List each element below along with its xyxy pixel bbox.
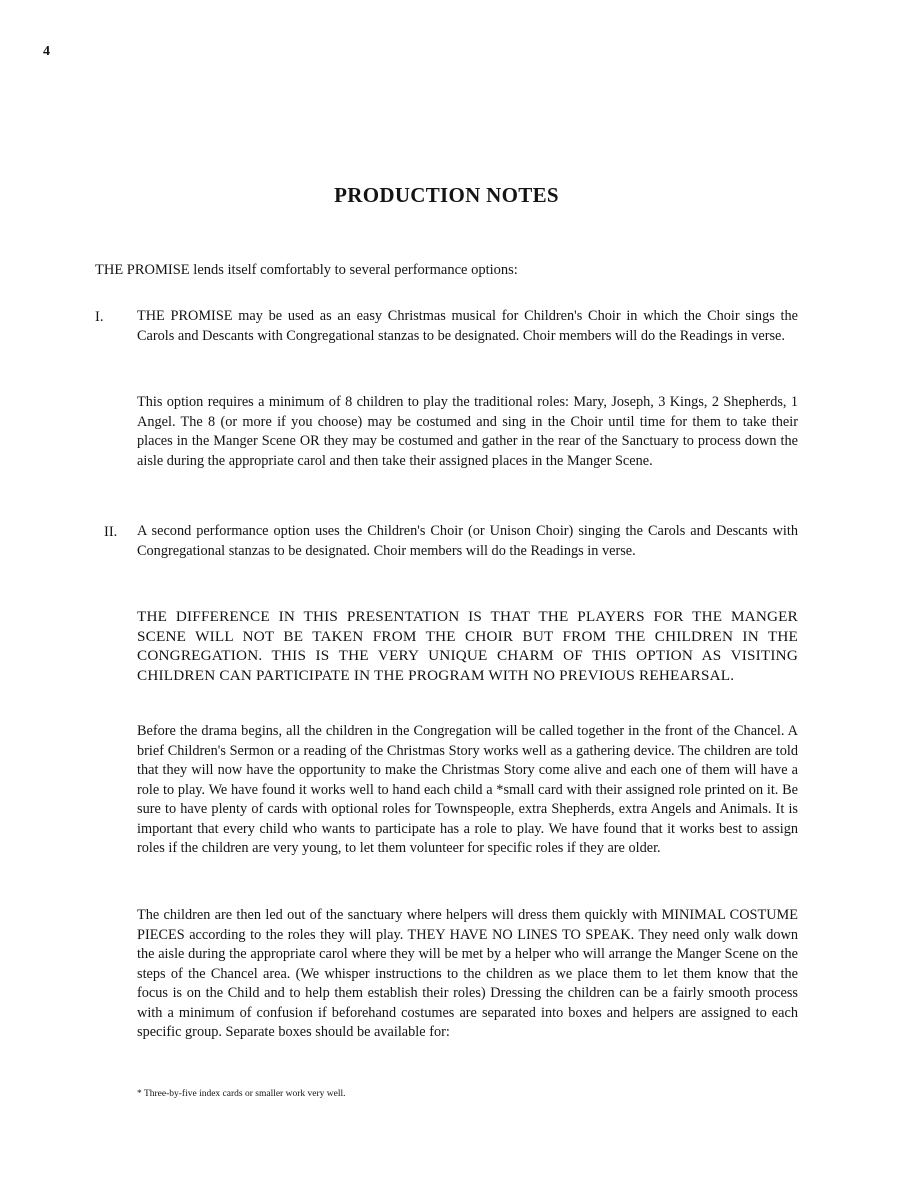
option-1-detail: This option requires a minimum of 8 children to play the traditional roles: Mary, Joseph, 3 Kings, 2 Shepherds, 1 Angel. The 8 (or more if you choose) may be costumed and sing in the Choir until time for them to take their places in the Manger Scene OR they may be costumed and gather in the rear of the Sanctuary to process down the aisle during the appropriate carol and then take their assigned places in the Manger Scene. (137, 394, 798, 469)
option-1-marker: I. (95, 309, 104, 325)
option-2-text: A second performance option uses the Children's Choir (or Unison Choir) singing the Carols and Descants with Congregational stanzas to be designated. Choir members will do the Readings in verse. (137, 523, 798, 559)
intro-paragraph: THE PROMISE lends itself comfortably to several performance options: (95, 262, 518, 278)
option-2-emphasis: THE DIFFERENCE IN THIS PRESENTATION IS THAT THE PLAYERS FOR THE MANGER SCENE WILL NOT BE TAKEN FROM THE CHOIR BUT FROM THE CHILDREN IN THE CONGREGATION. THIS IS THE VERY UNIQUE CHARM OF THIS OPTION AS VISITING CHILDREN CAN PARTICIPATE IN THE PROGRAM WITH NO PREVIOUS REHEARSAL. (137, 608, 798, 684)
option-2-paragraph-1: Before the drama begins, all the children in the Congregation will be called together in the front of the Chancel. A brief Children's Sermon or a reading of the Christmas Story works well as a gathering device. The children are told that they will now have the opportunity to make the Christmas Story come alive and each one of them will have a role to play. We have found it works well to hand each child a *small card with their assigned role printed on it. Be sure to have plenty of cards with optional roles for Townspeople, extra Shepherds, extra Angels and Animals. It is important that every child who wants to participate has a role to play. We have found that it works best to assign roles if the children are very young, to let them volunteer for specific roles if they are older. (137, 723, 798, 856)
option-2-paragraph-2: The children are then led out of the sanctuary where helpers will dress them quickly with MINIMAL COSTUME PIECES according to the roles they will play. THEY HAVE NO LINES TO SPEAK. They need only walk down the aisle during the appropriate carol where they will be met by a helper who will arrange the Manger Scene on the steps of the Chancel area. (We whisper instructions to the children as we place them to let them know that the focus is on the Child and to help them establish their roles) Dressing the children can be a fairly smooth process with a minimum of confusion if beforehand costumes are separated into boxes and helpers are assigned to each specific group. Separate boxes should be available for: (137, 907, 798, 1040)
option-2-marker: II. (104, 524, 118, 540)
option-1-text: THE PROMISE may be used as an easy Christmas musical for Children's Choir in which the Choir sings the Carols and Descants with Congregational stanzas to be designated. Choir members will do the Readings in verse. (137, 308, 798, 344)
footnote: * Three-by-five index cards or smaller work very well. (137, 1089, 346, 1099)
page-number: 4 (43, 44, 50, 59)
page-title: PRODUCTION NOTES (334, 183, 559, 207)
